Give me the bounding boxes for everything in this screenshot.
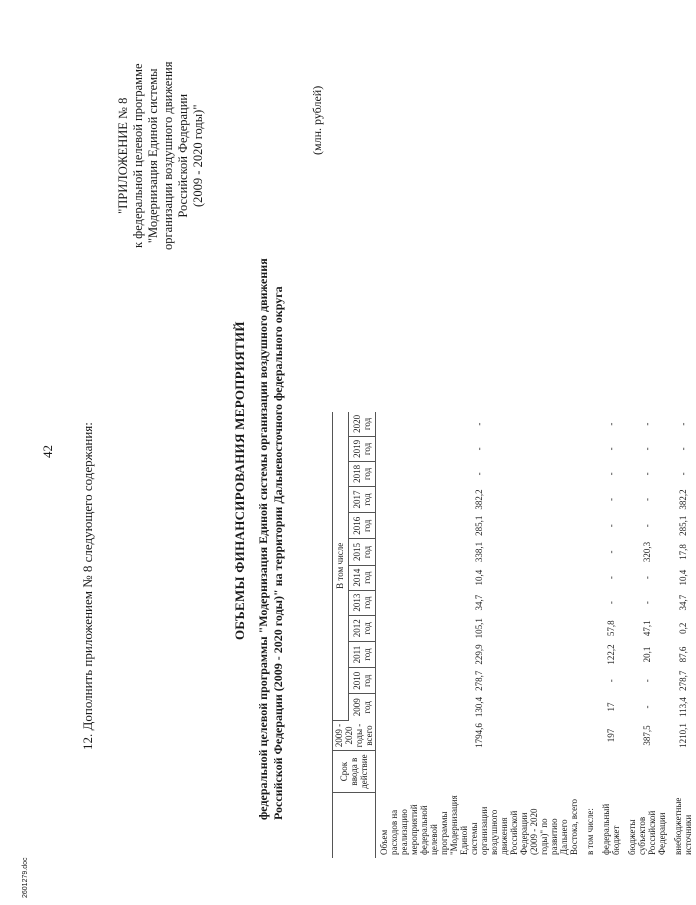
year-value-cell: 130,4: [474, 696, 484, 718]
year-value-cell: 382,2: [474, 489, 484, 510]
year-value-cell: 105,1: [474, 618, 484, 639]
year-value-cell: -: [642, 472, 652, 476]
srok-cell: [670, 751, 696, 792]
year-value-cell: -: [606, 422, 616, 426]
subtitle-line: федеральной целевой программы "Модернизация Единой системы организации воздушного движения: [256, 258, 270, 820]
year-value-cell: 34,7: [474, 594, 484, 611]
table-row: [376, 412, 583, 858]
total-cell: [582, 720, 598, 751]
year-value-cell: -: [642, 679, 652, 683]
total-cell: 1210,1: [678, 723, 688, 748]
document-subtitle: [256, 258, 286, 820]
unit-label: (млн. рублей): [310, 85, 324, 155]
year-value-cell: [582, 668, 598, 694]
year-value-cell: -: [606, 550, 616, 554]
year-header: 2019 год: [348, 436, 375, 461]
year-header: 2013 год: [348, 590, 375, 615]
total-cell: 197: [606, 728, 616, 743]
year-value-cell: [582, 513, 598, 539]
row-label: федеральный бюджет: [601, 803, 621, 855]
year-header: 2014 год: [348, 565, 375, 590]
annex-line: "Модернизация Единой системы: [146, 68, 160, 244]
year-value-cell: -: [642, 705, 652, 709]
year-value-cell: -: [642, 524, 652, 528]
year-value-cell: [582, 694, 598, 720]
year-header: 2018 год: [348, 461, 375, 486]
year-value-cell: -: [678, 447, 688, 451]
year-value-cell: 285,1: [678, 515, 688, 536]
total-cell: 387,5: [642, 725, 652, 746]
year-value-cell: [582, 461, 598, 486]
year-value-cell: 34,7: [678, 594, 688, 611]
annex-line: организации воздушного движения: [161, 61, 175, 250]
year-value-cell: 278,7: [678, 670, 688, 691]
srok-cell: [582, 751, 598, 792]
year-value-cell: -: [678, 472, 688, 476]
year-value-cell: -: [474, 447, 484, 451]
annex-line: к федеральной целевой программе: [131, 63, 145, 249]
year-value-cell: 113,4: [678, 697, 688, 717]
page-number: 42: [40, 445, 55, 458]
year-value-cell: -: [642, 447, 652, 451]
year-value-cell: -: [474, 472, 484, 476]
financing-table-wrapper: [332, 412, 696, 858]
year-value-cell: [582, 539, 598, 565]
row-label: в том числе:: [585, 808, 595, 855]
srok-cell: [598, 751, 624, 792]
year-header: 2015 год: [348, 539, 375, 565]
year-value-cell: -: [606, 447, 616, 451]
document-title: ОБЪЕМЫ ФИНАНСИРОВАНИЯ МЕРОПРИЯТИЙ: [232, 321, 247, 640]
year-value-cell: -: [474, 422, 484, 426]
annex-line: Российской Федерации: [176, 93, 190, 218]
including-header: В том числе: [333, 412, 349, 720]
year-value-cell: [582, 412, 598, 437]
table-body: [376, 412, 696, 858]
year-header: 2011 год: [348, 641, 375, 667]
year-value-cell: 10,4: [474, 569, 484, 586]
table-row: [582, 412, 598, 858]
srok-header: Срок ввода в действие: [333, 751, 376, 792]
row-label: бюджеты субъектов Российской Федерации: [627, 810, 667, 855]
year-header: 2010 год: [348, 668, 375, 694]
row-label: Объем расходов на реализацию мероприятий федеральной целевой программы "Модернизация Единой системы организации воздушного движения Российской Федерации (2009 - 2020 годы)" по развитию Дальнего Востока, всего: [379, 795, 579, 855]
year-value-cell: [582, 615, 598, 641]
annex-line: "ПРИЛОЖЕНИЕ № 8: [116, 97, 130, 214]
row-label: внебюджетные источники: [673, 797, 693, 855]
year-value-cell: 229,9: [474, 644, 484, 665]
year-value-cell: -: [642, 422, 652, 426]
year-value-cell: 122,2: [606, 644, 616, 665]
financing-table: [332, 412, 696, 858]
year-value-cell: 285,1: [474, 515, 484, 536]
year-value-cell: -: [606, 576, 616, 580]
year-value-cell: 338,1: [474, 541, 484, 563]
year-value-cell: 17,8: [678, 544, 688, 560]
year-value-cell: 47,1: [642, 620, 652, 637]
subtitle-line: Российской Федерации (2009 - 2020 годы)" на территории Дальневосточного федерального округа: [271, 286, 285, 820]
year-header: 2012 год: [348, 615, 375, 641]
annex-header: [116, 62, 206, 250]
srok-cell: [376, 751, 583, 792]
year-value-cell: 10,4: [678, 569, 688, 586]
year-value-cell: 382,2: [678, 489, 688, 510]
annex-line: (2009 - 2020 годы)": [191, 104, 205, 207]
table-row: [670, 412, 696, 858]
year-value-cell: 320,3: [642, 541, 652, 563]
year-value-cell: 57,8: [606, 620, 616, 637]
year-header: 2020 год: [348, 412, 375, 437]
year-value-cell: -: [678, 422, 688, 426]
year-header: 2016 год: [348, 513, 375, 539]
total-cell: 1794,6: [474, 723, 484, 748]
total-header: 2009 - 2020 годы - всего: [333, 720, 376, 751]
table-row: [624, 412, 670, 858]
year-value-cell: 20,1: [642, 646, 652, 663]
file-name: 2601279.doc: [22, 857, 29, 898]
year-value-cell: [582, 486, 598, 512]
srok-cell: [624, 751, 670, 792]
year-value-cell: -: [606, 472, 616, 476]
intro-paragraph: 12. Дополнить приложением № 8 следующего содержания:: [80, 422, 95, 750]
year-value-cell: -: [642, 498, 652, 502]
year-value-cell: 0,2: [678, 622, 688, 634]
year-value-cell: [582, 590, 598, 615]
year-value-cell: -: [606, 679, 616, 683]
table-row: [598, 412, 624, 858]
year-value-cell: [582, 641, 598, 667]
year-header: 2017 год: [348, 486, 375, 512]
year-value-cell: -: [642, 576, 652, 580]
year-value-cell: -: [642, 601, 652, 605]
year-value-cell: [582, 565, 598, 590]
year-value-cell: -: [606, 524, 616, 528]
year-value-cell: 17: [606, 702, 616, 712]
label-header: [333, 792, 376, 858]
year-value-cell: [582, 436, 598, 461]
year-value-cell: -: [606, 498, 616, 502]
year-value-cell: 278,7: [474, 670, 484, 691]
year-header: 2009 год: [348, 694, 375, 720]
year-value-cell: -: [606, 601, 616, 605]
year-value-cell: 87,6: [678, 646, 688, 663]
